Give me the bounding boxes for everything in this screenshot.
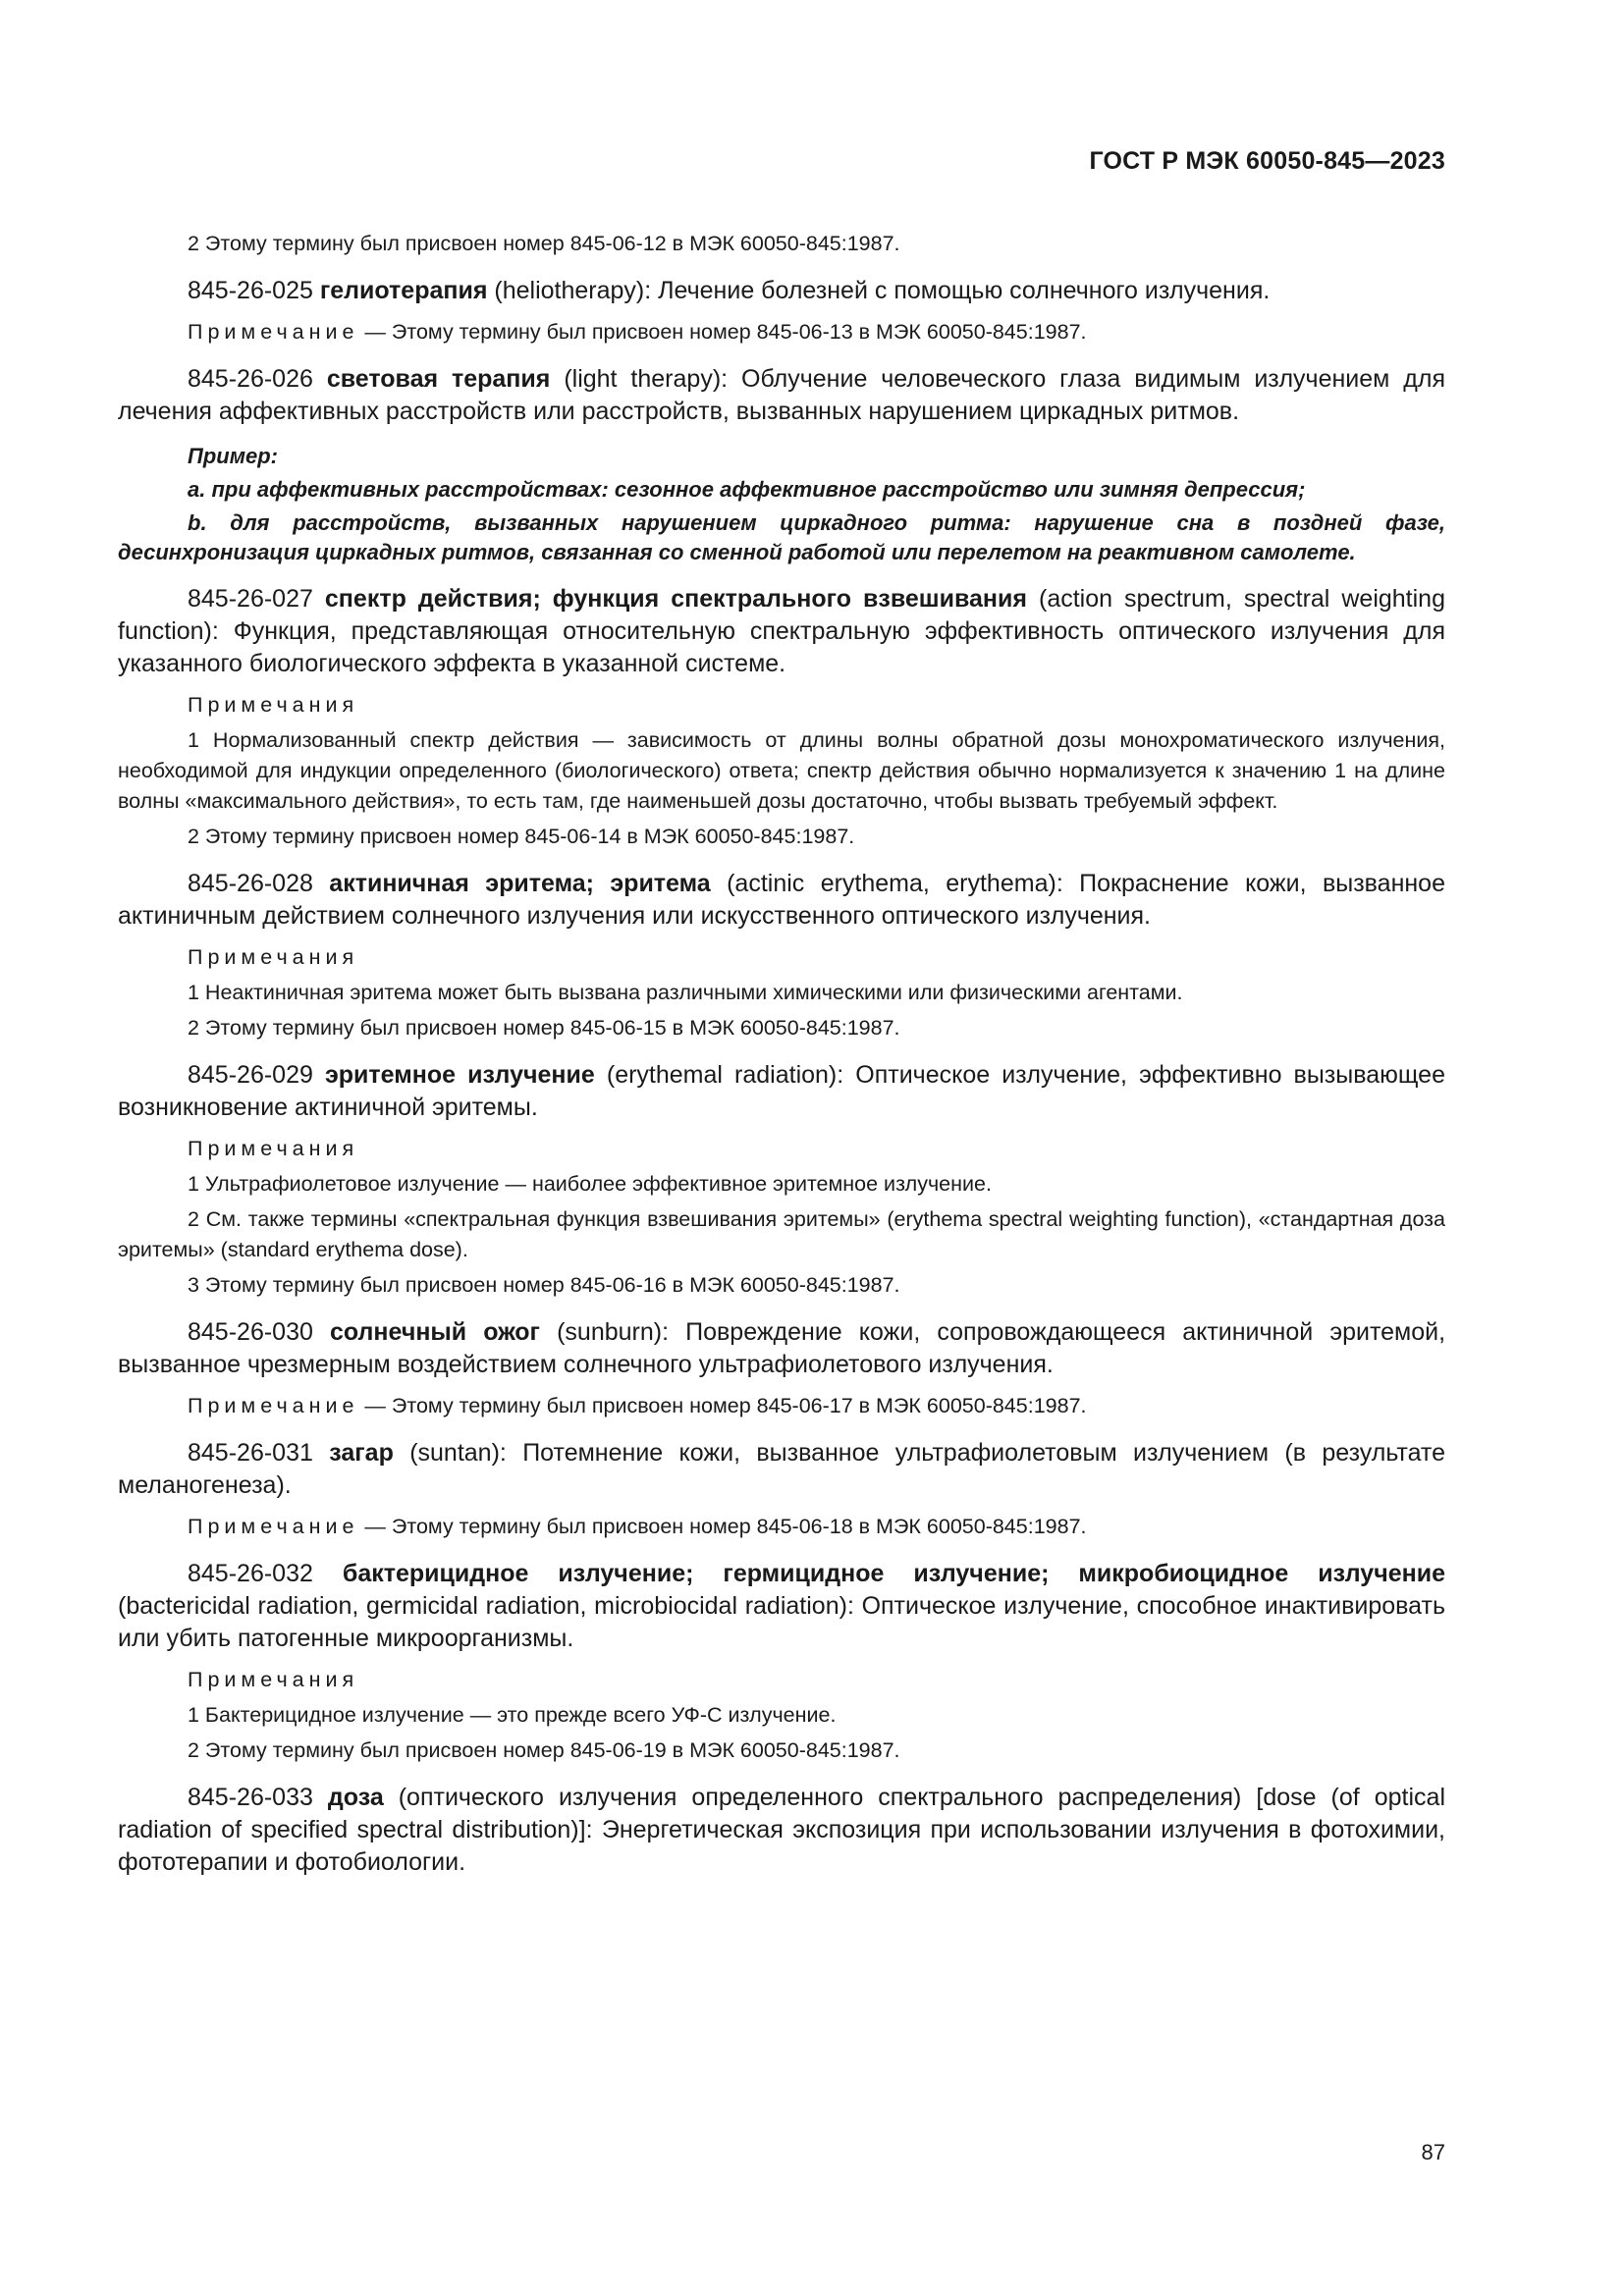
term-name: эритемное излучение xyxy=(324,1061,595,1089)
term-definition: : Энергетическая экспозиция при использовании излучения в фотохимии, фототерапии и фотобиологии. xyxy=(118,1816,1445,1876)
notes-heading: Примечания xyxy=(188,945,359,969)
note-item: 2 Этому термину был присвоен номер 845-06-15 в МЭК 60050-845:1987. xyxy=(188,1016,900,1040)
term-code: 845-26-032 xyxy=(188,1560,313,1587)
term-entry xyxy=(118,583,1445,680)
note-label: Примечание xyxy=(188,1394,359,1417)
term-english: (suntan) xyxy=(409,1439,500,1467)
note-item: 1 Нормализованный спектр действия — зависимость от длины волны обратной дозы монохроматического излучения, необходимой для индукции определенного (биологического) ответа; спектр действия обычно нормализуется к значению 1 на длине волны «максимального действия», то есть там, где наименьшей дозы достаточно, чтобы вызвать требуемый эффект. xyxy=(118,728,1445,813)
note-item: 2 Этому термину был присвоен номер 845-06-12 в МЭК 60050-845:1987. xyxy=(188,232,900,255)
note-text: — Этому термину был присвоен номер 845-06-18 в МЭК 60050-845:1987. xyxy=(358,1515,1087,1538)
example-item: a. при аффективных расстройствах: сезонное аффективное расстройство или зимняя депрессия; xyxy=(188,477,1306,502)
term-english: (оптического излучения определенного спектрального распределения) [dose (of optical radiation of specified spectral distribution)] xyxy=(118,1784,1445,1843)
term-name: световая терапия xyxy=(326,365,551,393)
term-english: (erythemal radiation) xyxy=(606,1061,838,1089)
note-single xyxy=(118,1391,1445,1421)
notes-heading: Примечания xyxy=(188,1668,359,1691)
term-code: 845-26-029 xyxy=(188,1061,313,1089)
note-item: 1 Бактерицидное излучение — это прежде всего УФ-С излучение. xyxy=(188,1703,837,1727)
term-entry xyxy=(118,1316,1445,1381)
term-english: (bactericidal radiation, germicidal radiation, microbiocidal radiation) xyxy=(118,1592,847,1620)
term-english: (light therapy) xyxy=(564,365,722,393)
term-definition: : Лечение болезней с помощью солнечного излучения. xyxy=(644,277,1271,304)
note-item: 1 Неактиничная эритема может быть вызвана различными химическими или физическими агентами. xyxy=(188,981,1183,1004)
term-entry xyxy=(118,868,1445,933)
note-item: 2 Этому термину был присвоен номер 845-06-19 в МЭК 60050-845:1987. xyxy=(188,1738,900,1762)
document-body xyxy=(118,224,1445,1879)
term-name: загар xyxy=(329,1439,394,1467)
term-code: 845-26-028 xyxy=(188,870,313,897)
note-item: 1 Ультрафиолетовое излучение — наиболее эффективное эритемное излучение. xyxy=(188,1172,992,1196)
note-single xyxy=(118,1512,1445,1542)
example-item: b. для расстройств, вызванных нарушением циркадного ритма: нарушение сна в поздней фазе, десинхронизация циркадных ритмов, связанная со сменной работой или перелетом на реактивном самолете. xyxy=(118,510,1445,564)
example-label: Пример: xyxy=(188,444,278,468)
term-entry xyxy=(118,275,1445,307)
term-code: 845-26-031 xyxy=(188,1439,313,1467)
term-definition: : Функция, представляющая относительную спектральную эффективность оптического излучения для указанного биологического эффекта в указанной системе. xyxy=(118,617,1445,677)
term-code: 845-26-033 xyxy=(188,1784,313,1811)
term-name: бактерицидное излучение; гермицидное излучение; микробиоцидное излучение xyxy=(342,1560,1445,1587)
notes-heading: Примечания xyxy=(188,693,359,717)
page-number: 87 xyxy=(1421,2140,1445,2164)
note-label: Примечание xyxy=(188,1515,359,1538)
term-english: (heliotherapy) xyxy=(494,277,645,304)
term-english: (action spectrum, spectral weighting function) xyxy=(118,585,1445,645)
term-code: 845-26-027 xyxy=(188,585,313,613)
term-entry xyxy=(118,1782,1445,1879)
note-single xyxy=(118,317,1445,347)
term-name: доза xyxy=(327,1784,384,1811)
term-definition: : Покраснение кожи, вызванное актиничным действием солнечного излучения или искусственного оптического излучения. xyxy=(118,870,1445,930)
term-code: 845-26-025 xyxy=(188,277,313,304)
term-name: спектр действия; функция спектрального взвешивания xyxy=(324,585,1027,613)
term-code: 845-26-030 xyxy=(188,1318,313,1346)
term-english: (sunburn) xyxy=(557,1318,663,1346)
note-text: — Этому термину был присвоен номер 845-06-17 в МЭК 60050-845:1987. xyxy=(358,1394,1087,1417)
note-text: — Этому термину был присвоен номер 845-06-13 в МЭК 60050-845:1987. xyxy=(358,320,1087,344)
term-definition: : Повреждение кожи, сопровождающееся актиничной эритемой, вызванное чрезмерным воздействием солнечного ультрафиолетового излучения. xyxy=(118,1318,1446,1378)
term-entry xyxy=(118,1437,1445,1502)
term-name: солнечный ожог xyxy=(330,1318,540,1346)
note-item: 2 См. также термины «спектральная функция взвешивания эритемы» (erythema spectral weighting function), «стандартная доза эритемы» (standard erythema dose). xyxy=(118,1207,1445,1261)
term-definition: : Потемнение кожи, вызванное ультрафиолетовым излучением (в результате меланогенеза). xyxy=(118,1439,1445,1499)
term-code: 845-26-026 xyxy=(188,365,313,393)
term-name: гелиотерапия xyxy=(319,277,488,304)
term-name: актиничная эритема; эритема xyxy=(329,870,711,897)
note-label: Примечание xyxy=(188,320,359,344)
term-definition: : Оптическое излучение, способное инактивировать или убить патогенные микроорганизмы. xyxy=(118,1592,1446,1652)
term-entry xyxy=(118,363,1445,428)
note-item: 3 Этому термину был присвоен номер 845-06-16 в МЭК 60050-845:1987. xyxy=(188,1273,900,1297)
term-entry xyxy=(118,1558,1445,1655)
term-entry xyxy=(118,1059,1445,1124)
document-header: ГОСТ Р МЭК 60050-845—2023 xyxy=(1089,147,1445,175)
term-definition: : Облучение человеческого глаза видимым излучением для лечения аффективных расстройств или расстройств, вызванных нарушением циркадных ритмов. xyxy=(118,365,1445,425)
notes-heading: Примечания xyxy=(188,1137,359,1160)
term-definition: : Оптическое излучение, эффективно вызывающее возникновение актиничной эритемы. xyxy=(118,1061,1445,1121)
term-english: (actinic erythema, erythema) xyxy=(727,870,1056,897)
note-item: 2 Этому термину присвоен номер 845-06-14 в МЭК 60050-845:1987. xyxy=(188,825,855,848)
